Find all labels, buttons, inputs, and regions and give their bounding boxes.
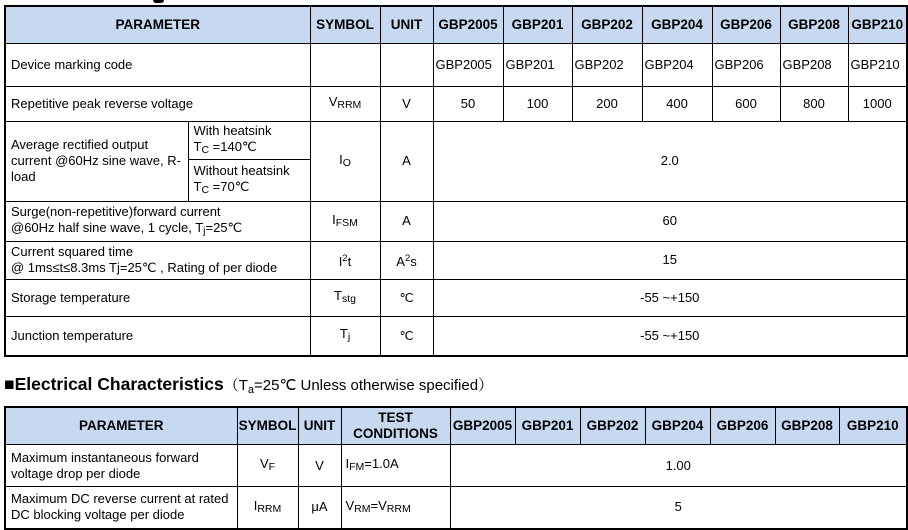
unit-cell: ℃ — [380, 279, 433, 316]
param-cell: Current squared time @ 1ms≤t≤8.3ms Tj=25℃ , Rating of per diode — [5, 241, 310, 279]
electrical-characteristics-heading — [4, 374, 493, 396]
spanned-value-cell: 2.0 — [433, 121, 907, 201]
value-cell: 400 — [642, 86, 712, 121]
device-header-cell: GBP208 — [780, 6, 848, 43]
device-header-cell: GBP204 — [645, 407, 710, 445]
unit-cell: A — [380, 201, 433, 241]
device-header-cell: GBP201 — [515, 407, 580, 445]
unit-cell: V — [298, 445, 341, 487]
device-header-cell: GBP2005 — [433, 6, 503, 43]
value-cell: 100 — [503, 86, 572, 121]
device-header-cell: GBP201 — [503, 6, 572, 43]
device-header-cell: GBP2005 — [450, 407, 515, 445]
spanned-value-cell: 5 — [450, 487, 907, 529]
electrical-characteristics-table — [4, 406, 908, 530]
param-cell: Junction temperature — [5, 316, 310, 356]
clipped-heading-fragment — [153, 0, 164, 3]
device-marking-row — [5, 43, 907, 86]
spanned-value-cell: -55 ~+150 — [433, 316, 907, 356]
irrm-row — [5, 487, 907, 529]
ifsm-row — [5, 201, 907, 241]
symbol-cell: VRRM — [310, 86, 380, 121]
parameter-header-cell: PARAMETER — [5, 6, 310, 43]
param-cell: Device marking code — [5, 43, 310, 86]
test-conditions-header-cell: TEST CONDITIONS — [341, 407, 450, 445]
unit-cell — [380, 43, 433, 86]
test-conditions-cell: VRM=VRRM — [341, 487, 450, 529]
tstg-row — [5, 279, 907, 316]
spanned-value-cell: 60 — [433, 201, 907, 241]
device-header-cell: GBP208 — [775, 407, 839, 445]
symbol-header-cell: SYMBOL — [310, 6, 380, 43]
device-header-cell: GBP210 — [839, 407, 907, 445]
test-conditions-cell: IFM=1.0A — [341, 445, 450, 487]
param-cell: Repetitive peak reverse voltage — [5, 86, 310, 121]
param-cell: Maximum instantaneous forward voltage drop per diode — [5, 445, 237, 487]
param-cell: Average rectified output current @60Hz sine wave, R-load — [5, 121, 188, 201]
maximum-ratings-table — [4, 5, 908, 357]
symbol-cell: Tj — [310, 316, 380, 356]
heading-condition: （$T_a=25℃$ Unless otherwise specified） — [223, 377, 494, 396]
unit-cell: $A^2s$ — [380, 241, 433, 279]
unit-header-cell: UNIT — [380, 6, 433, 43]
unit-cell: μA — [298, 487, 341, 529]
param-cell: Maximum DC reverse current at rated DC blocking voltage per diode — [5, 487, 237, 529]
symbol-cell: VF — [237, 445, 298, 487]
spanned-value-cell: 1.00 — [450, 445, 907, 487]
value-cell: GBP208 — [780, 43, 848, 86]
unit-header-cell: UNIT — [298, 407, 341, 445]
param-cell: Surge(non-repetitive)forward current @60Hz half sine wave, 1 cycle, Tj=25℃ — [5, 201, 310, 241]
symbol-cell — [310, 43, 380, 86]
condition-cell-without-heatsink: Without heatsink TC =70℃ — [188, 159, 310, 201]
tj-row — [5, 316, 907, 356]
symbol-header-cell: SYMBOL — [237, 407, 298, 445]
value-cell: 1000 — [848, 86, 907, 121]
symbol-cell: Tstg — [310, 279, 380, 316]
parameter-header-cell: PARAMETER — [5, 407, 237, 445]
symbol-cell: IO — [310, 121, 380, 201]
value-cell: GBP206 — [712, 43, 780, 86]
symbol-cell: IRRM — [237, 487, 298, 529]
device-header-cell: GBP210 — [848, 6, 907, 43]
device-header-cell: GBP202 — [580, 407, 645, 445]
i2t-row — [5, 241, 907, 279]
value-cell: 50 — [433, 86, 503, 121]
vrrm-row — [5, 86, 907, 121]
symbol-cell: IFSM — [310, 201, 380, 241]
symbol-cell: $I^2t$ — [310, 241, 380, 279]
value-cell: 600 — [712, 86, 780, 121]
io-row-with-heatsink — [5, 121, 907, 159]
spanned-value-cell: 15 — [433, 241, 907, 279]
value-cell: 200 — [572, 86, 642, 121]
value-cell: GBP210 — [848, 43, 907, 86]
unit-cell: ℃ — [380, 316, 433, 356]
value-cell: 800 — [780, 86, 848, 121]
condition-cell-with-heatsink: With heatsink TC =140℃ — [188, 121, 310, 159]
device-header-cell: GBP206 — [712, 6, 780, 43]
unit-cell: A — [380, 121, 433, 201]
device-header-cell: GBP206 — [710, 407, 775, 445]
spanned-value-cell: -55 ~+150 — [433, 279, 907, 316]
value-cell: GBP201 — [503, 43, 572, 86]
value-cell: GBP204 — [642, 43, 712, 86]
electrical-header-row — [5, 407, 907, 445]
ratings-header-row — [5, 6, 907, 43]
value-cell: GBP2005 — [433, 43, 503, 86]
value-cell: GBP202 — [572, 43, 642, 86]
unit-cell: V — [380, 86, 433, 121]
device-header-cell: GBP202 — [572, 6, 642, 43]
param-cell: Storage temperature — [5, 279, 310, 316]
vf-row — [5, 445, 907, 487]
device-header-cell: GBP204 — [642, 6, 712, 43]
heading-title: ■Electrical Characteristics — [4, 374, 224, 394]
